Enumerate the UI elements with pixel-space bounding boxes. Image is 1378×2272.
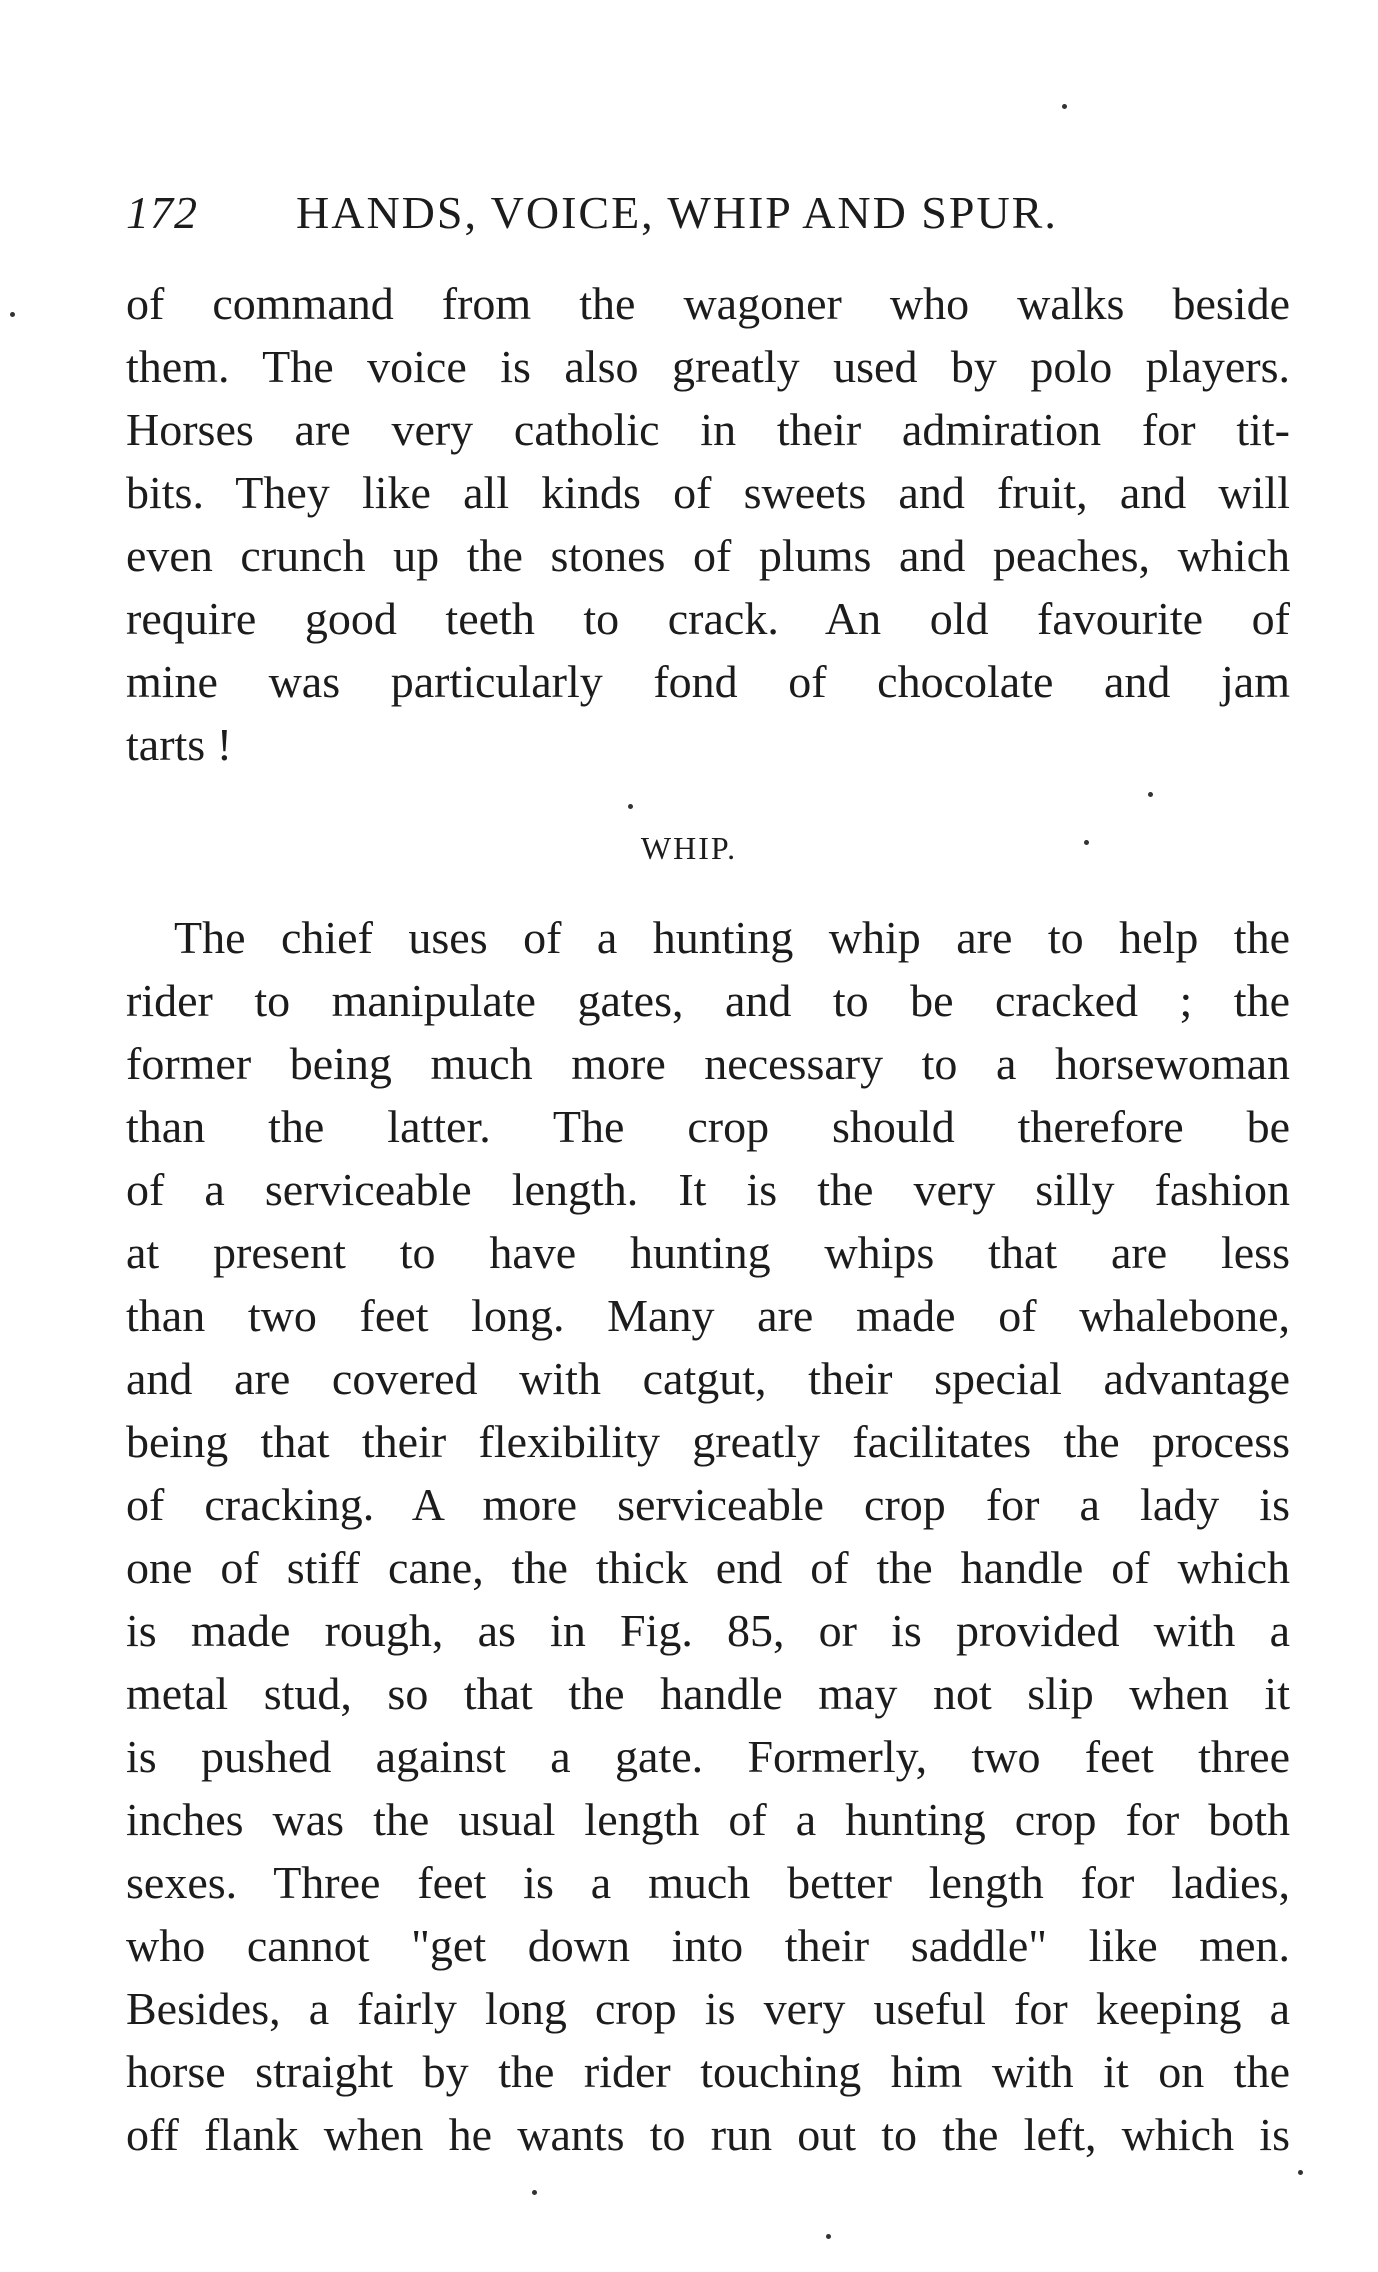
scan-speck (1062, 104, 1067, 109)
text-line: metal stud, so that the handle may not slip when it (126, 1668, 1290, 1719)
text-line: horse straight by the rider touching him with it on the (126, 2046, 1290, 2097)
text-line: being that their flexibility greatly facilitates the process (126, 1416, 1290, 1467)
scan-speck (1084, 840, 1089, 845)
text-line: one of stiff cane, the thick end of the handle of which (126, 1542, 1290, 1593)
text-line: former being much more necessary to a horsewoman (126, 1038, 1290, 1089)
text-line: of command from the wagoner who walks beside (126, 278, 1290, 329)
running-head (126, 186, 1146, 246)
text-line: sexes. Three feet is a much better length for ladies, (126, 1857, 1290, 1908)
paragraph-voice-continued (126, 272, 1290, 776)
text-line: and are covered with catgut, their special advantage (126, 1353, 1290, 1404)
text-line: require good teeth to crack. An old favourite of (126, 593, 1290, 644)
text-line: Horses are very catholic in their admiration for tit- (126, 404, 1290, 455)
scan-speck (532, 2190, 537, 2195)
text-line: even crunch up the stones of plums and peaches, which (126, 530, 1290, 581)
text-line: them. The voice is also greatly used by polo players. (126, 341, 1290, 392)
text-line: is pushed against a gate. Formerly, two feet three (126, 1731, 1290, 1782)
scan-speck (826, 2234, 831, 2239)
text-line: Besides, a fairly long crop is very useful for keeping a (126, 1983, 1290, 2034)
text-line: than two feet long. Many are made of whalebone, (126, 1290, 1290, 1341)
text-line: is made rough, as in Fig. 85, or is provided with a (126, 1605, 1290, 1656)
running-title: HANDS, VOICE, WHIP AND SPUR. (296, 187, 1058, 238)
text-line: of a serviceable length. It is the very silly fashion (126, 1164, 1290, 1215)
section-heading-whip: WHIP. (640, 830, 738, 866)
text-line: bits. They like all kinds of sweets and fruit, and will (126, 467, 1290, 518)
page-number: 172 (126, 187, 198, 238)
text-line: of cracking. A more serviceable crop for a lady is (126, 1479, 1290, 1530)
scan-speck (628, 804, 633, 809)
paragraph-whip (126, 906, 1290, 2166)
text-line: at present to have hunting whips that are less (126, 1227, 1290, 1278)
scan-speck (1148, 792, 1153, 797)
scan-speck (1298, 2170, 1303, 2175)
text-line: inches was the usual length of a hunting crop for both (126, 1794, 1290, 1845)
text-line: who cannot "get down into their saddle" like men. (126, 1920, 1290, 1971)
text-line: rider to manipulate gates, and to be cracked ; the (126, 975, 1290, 1026)
text-line: off flank when he wants to run out to the left, which is (126, 2109, 1290, 2160)
text-line: mine was particularly fond of chocolate and jam (126, 656, 1290, 707)
text-line: than the latter. The crop should therefore be (126, 1101, 1290, 1152)
scan-speck (10, 312, 15, 317)
text-line: tarts ! (126, 719, 233, 770)
text-line: The chief uses of a hunting whip are to help the (174, 912, 1290, 963)
